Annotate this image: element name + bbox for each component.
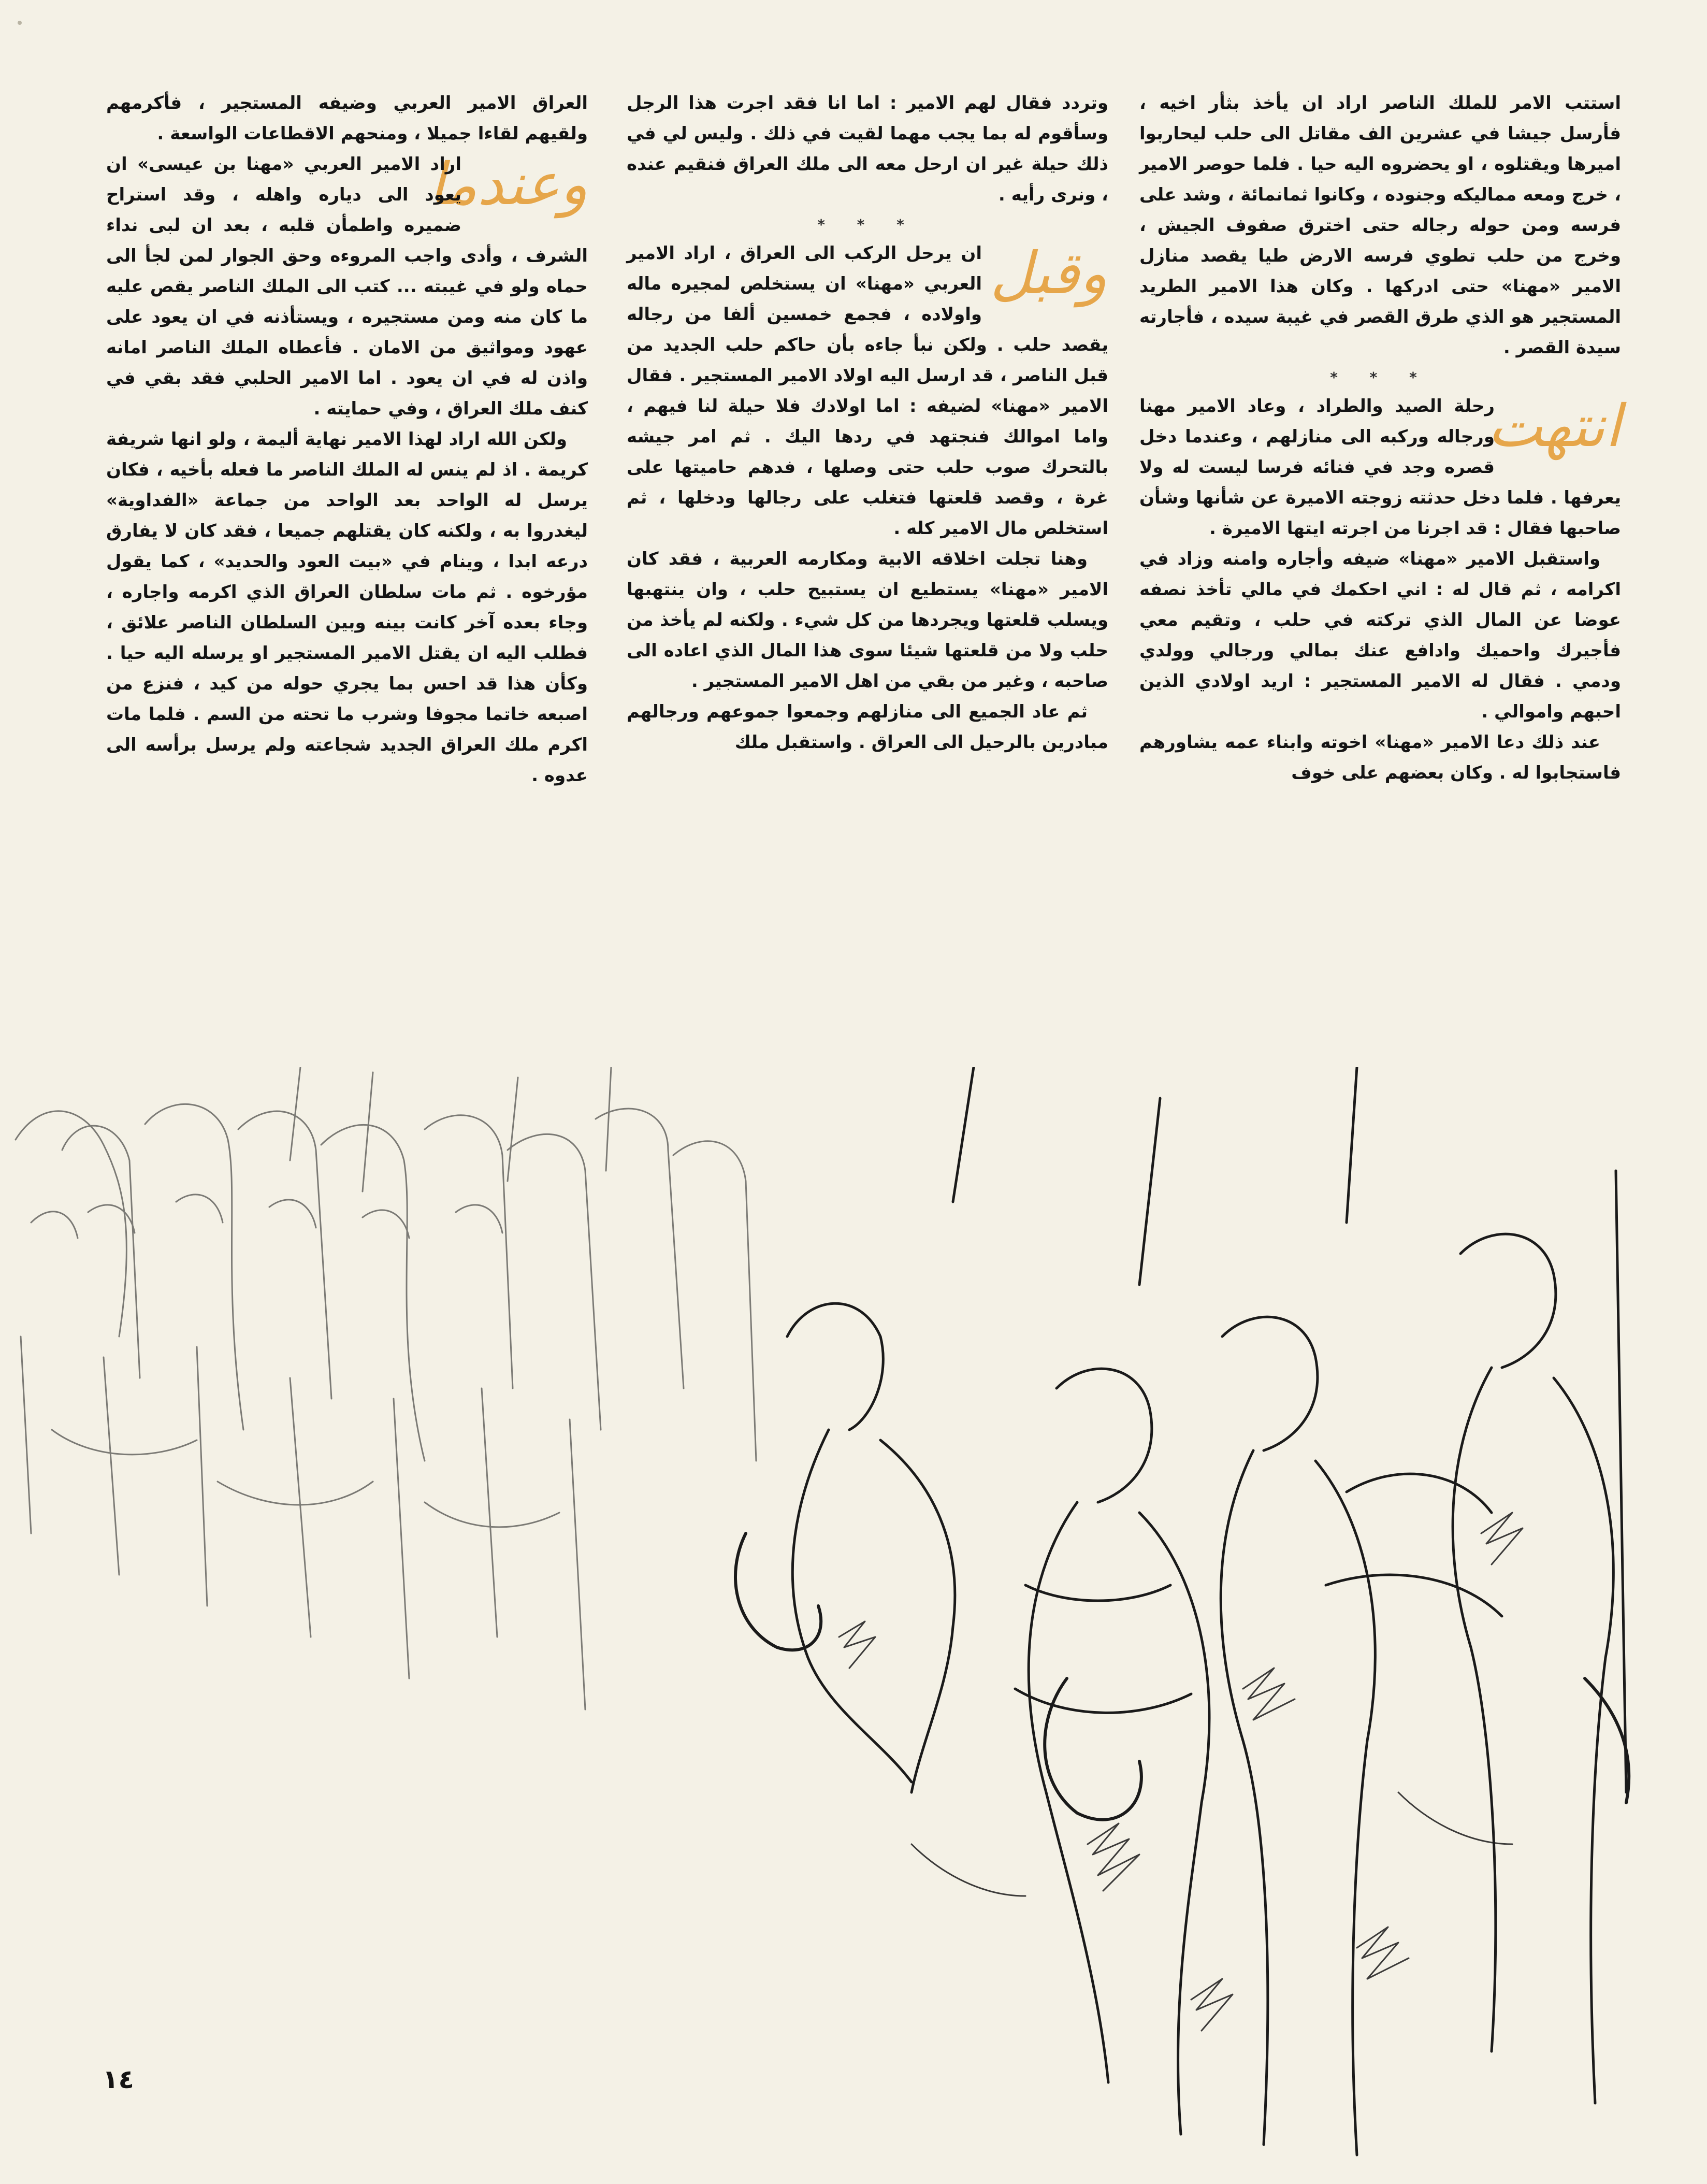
column-middle [627, 88, 1108, 758]
section-ornament: * * * [1330, 369, 1430, 386]
column-right-paragraph-3: واستقبل الامير «مهنا» ضيفه وأجاره وامنه وزاد في اكرامه ، ثم قال له : اني احكمك في مالي تأخذ نصفه عوضا عن المال الذي تركته في حلب ، وتقيم معي فأجيرك واحميك وادافع عنك بمالي ورجالي وولدي ودمي . فقال له الامير المستجير : اريد اولادي الذين احبهم واموالي . [1139, 549, 1621, 722]
page-number: ١٤ [103, 2064, 135, 2094]
background-crowd-sketch [16, 1067, 756, 1709]
column-right [1139, 88, 1621, 788]
column-right-paragraph-1: استتب الامر للملك الناصر اراد ان يأخذ بثأر اخيه ، فأرسل جيشا في عشرين الف مقاتل الى حلب ليحاربوا اميرها ويقتلوه ، او يحضروه اليه حيا . فلما حوصر الامير ، خرج ومعه مماليكه وجنوده ، وكانوا ثمانمائة ، وشد على فرسه ومن حوله رجاله حتى اخترق صفوف الجيش ، وخرج من حلب تطوي فرسه الارض طيا يقصد منازل الامير «مهنا» حتى ادركها . وكان هذا الامير الطريد المستجير هو الذي طرق القصر في غيبة سيده ، فأجارته سيدة القصر . [1139, 93, 1621, 358]
section-ornament: * * * [817, 216, 918, 233]
column-right-paragraph-4: عند ذلك دعا الامير «مهنا» اخوته وابناء عمه يشاورهم فاستجابوا له . وكان بعضهم على خوف [1139, 732, 1621, 783]
column-left-paragraph-1: العراق الامير العربي وضيفه المستجير ، فأكرمهم ولقيهم لقاءا جميلا ، ومنحهم الاقطاعات الواسعة . [106, 93, 588, 144]
column-middle-paragraph-3: وهنا تجلت اخلاقه الابية ومكارمه العربية ، فقد كان الامير «مهنا» يستطيع ان يستبيح حلب ، وان ينتهبها ويسلب قلعتها ويجردها من كل شيء . ولكنه لم يأخذ من حلب ولا من قلعتها شيئا سوى هذا المال الذي اعاده الى صاحبه ، وغير من بقي من اهل الامير المستجير . [627, 549, 1108, 692]
foreground-horsemen-sketch [787, 1067, 1626, 2155]
column-middle-paragraph-1: وتردد فقال لهم الامير : اما انا فقد اجرت هذا الرجل وسأقوم له بما يجب مهما لقيت في ذلك . وليس لي في ذلك حيلة غير ان ارحل معه الى ملك العراق فنقيم عنده ، ونرى رأيه . [627, 93, 1108, 205]
column-middle-paragraph-4: ثم عاد الجميع الى منازلهم وجمعوا جموعهم ورجالهم مبادرين بالرحيل الى العراق . واستقبل ملك [627, 701, 1108, 753]
ink-blot [10, 16, 31, 31]
column-right-paragraph-2: رحلة الصيد والطراد ، وعاد الامير مهنا ورجاله وركبه الى منازلهم ، وعندما دخل قصره وجد في فنائه فرسا ليست له ولا يعرفها . فلما دخل حدثته زوجته الاميرة عن شأنها وشأن صاحبها فقال : قد اجرنا من اجرته ايتها الاميرة . [1139, 396, 1621, 539]
hatching-strokes [839, 1513, 1523, 2031]
column-middle-paragraph-2: ان يرحل الركب الى العراق ، اراد الامير العربي «مهنا» ان يستخلص لمجيره ماله واولاده ، فجمع خمسين ألفا من رجاله يقصد حلب . ولكن نبأ جاءه بأن حاكم حلب الجديد من قبل الناصر ، قد ارسل اليه اولاد الامير المستجير . فقال الامير «مهنا» لضيفه : اما اولادك فلا حيلة لنا فيهم ، واما اموالك فنجتهد في ردها اليك . ثم امر جيشه بالتحرك صوب حلب حتى وصلها ، فدهم حاميتها على غرة ، وقصد قلعتها فتغلب على رجالها ودخلها ، ثم استخلص مال الامير كله . [627, 243, 1108, 539]
column-left [106, 88, 588, 791]
column-left-paragraph-2: اراد الامير العربي «مهنا بن عيسى» ان يعود الى دياره واهله ، وقد استراح ضميره واطمأن قلبه ، بعد ان لبى نداء الشرف ، وأدى واجب المروءه وحق الجوار لمن لجأ الى حماه ولو في غيبته ... كتب الى الملك الناصر يقص عليه ما كان منه ومن مستجيره ، ويستأذنه في ان يعود على عهود ومواثيق من الامان . فأعطاه الملك الناصر امانه واذن له في ان يعود . اما الامير الحلبي فقد بقي في كنف ملك العراق ، وفي حمايته . [106, 154, 588, 419]
column-left-paragraph-3: ولكن الله اراد لهذا الامير نهاية أليمة ، ولو انها شريفة كريمة . اذ لم ينس له الملك الناصر ما فعله بأخيه ، فكان يرسل له الواحد بعد الواحد من جماعة «الفداوية» ليغدروا به ، ولكنه كان يقتلهم جميعا ، فقد كان لا يفارق درعه ابدا ، وينام في «بيت العود والحديد» ، كما يقول مؤرخوه . ثم مات سلطان العراق الذي اكرمه واجاره ، وجاء بعده آخر كانت بينه وبين السلطان الناصر علائق ، فطلب اليه ان يقتل الامير المستجير او يرسله اليه حيا . وكأن هذا قد احس بما يجري حوله من كيد ، فنزع من اصبعه خاتما مجوفا وشرب ما تحته من السم . فلما مات اكرم ملك العراق الجديد شجاعته ولم يرسل برأسه الى عدوه . [106, 429, 588, 786]
decorative-initial-word: وعندما [428, 151, 588, 218]
decorative-initial-word: انتهت [1487, 393, 1621, 460]
horsemen-sketch-illustration [0, 1067, 1678, 2184]
decorative-initial-word: وقبل [990, 240, 1108, 307]
